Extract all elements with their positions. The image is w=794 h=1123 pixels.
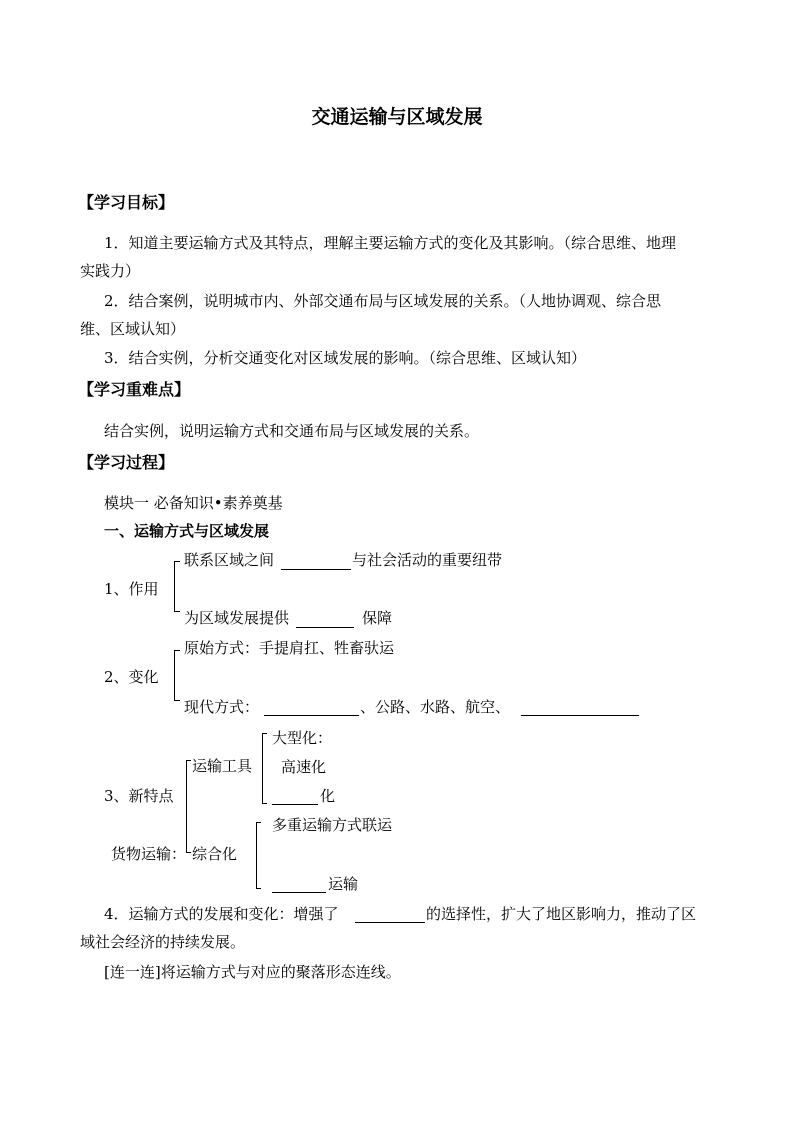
tools-blank-suffix: 化 bbox=[320, 787, 336, 805]
objective-2-line1: 2．结合案例，说明城市内、外部交通布局与区域发展的关系。（人地协调观、综合思 bbox=[104, 292, 662, 310]
page-title: 交通运输与区域发展 bbox=[311, 106, 483, 128]
change-line1: 原始方式：手提肩扛、牲畜驮运 bbox=[184, 639, 395, 657]
change-brace-top bbox=[174, 650, 180, 651]
tools-large: 大型化： bbox=[272, 729, 333, 747]
integrated-multi: 多重运输方式联运 bbox=[272, 816, 393, 834]
role-label: 1、作用 bbox=[104, 580, 159, 598]
objectives-heading: 【学习目标】 bbox=[78, 193, 175, 212]
key-points-text: 结合实例，说明运输方式和交通布局与区域发展的关系。 bbox=[104, 422, 480, 440]
tools-brace-bottom bbox=[262, 803, 267, 804]
role-blank-1 bbox=[281, 569, 351, 570]
change-blank-1 bbox=[264, 715, 359, 716]
integrated-blank-suffix: 运输 bbox=[328, 875, 359, 893]
integrated-blank bbox=[272, 892, 326, 893]
key-points-heading: 【学习重难点】 bbox=[78, 380, 191, 399]
item4-blank bbox=[355, 922, 425, 923]
role-line1-suffix: 与社会活动的重要纽带 bbox=[352, 551, 503, 569]
section-1-heading: 一、运输方式与区域发展 bbox=[104, 522, 270, 540]
change-line2-prefix: 现代方式： bbox=[184, 698, 260, 716]
item4-prefix: 4．运输方式的发展和变化：增强了 bbox=[104, 905, 339, 923]
tools-blank bbox=[272, 804, 318, 805]
role-line2-prefix: 为区域发展提供 bbox=[184, 609, 290, 627]
role-brace-top bbox=[174, 561, 180, 562]
change-line2-mid: 、公路、水路、航空、 bbox=[360, 698, 511, 716]
integrated-brace-top bbox=[256, 822, 261, 823]
integrated-label: 综合化 bbox=[192, 845, 238, 863]
cargo-label: 货物运输： bbox=[111, 845, 187, 863]
item4-line2: 域社会经济的持续发展。 bbox=[80, 933, 246, 951]
objective-1-line2: 实践力） bbox=[80, 262, 141, 280]
objective-2-line2: 维、区域认知） bbox=[80, 320, 186, 338]
objective-3: 3．结合实例，分析交通变化对区域发展的影响。（综合思维、区域认知） bbox=[104, 349, 587, 367]
features-label: 3、新特点 bbox=[104, 787, 174, 805]
module-label: 模块一 必备知识•素养奠基 bbox=[104, 494, 283, 512]
objective-1-line1: 1．知道主要运输方式及其特点，理解主要运输方式的变化及其影响。（综合思维、地理 bbox=[104, 234, 677, 252]
tools-label: 运输工具 bbox=[192, 757, 253, 775]
role-brace bbox=[174, 561, 175, 611]
change-brace-bottom bbox=[174, 700, 180, 701]
features-brace-top bbox=[186, 760, 191, 761]
tools-fast: 高速化 bbox=[281, 758, 327, 776]
connect-instruction: [连一连]将运输方式与对应的聚落形态连线。 bbox=[104, 963, 401, 981]
features-brace-bottom bbox=[186, 852, 191, 853]
process-heading: 【学习过程】 bbox=[78, 453, 175, 472]
integrated-brace-bottom bbox=[256, 888, 261, 889]
features-brace bbox=[186, 760, 187, 852]
item4-suffix: 的选择性，扩大了地区影响力，推动了区 bbox=[426, 905, 697, 923]
tools-brace bbox=[262, 733, 263, 803]
tools-brace-top bbox=[262, 733, 267, 734]
integrated-brace bbox=[256, 822, 257, 888]
change-blank-2 bbox=[521, 715, 639, 716]
change-brace bbox=[174, 650, 175, 700]
role-blank-2 bbox=[296, 627, 354, 628]
role-line2-suffix: 保障 bbox=[362, 609, 393, 627]
role-brace-bottom bbox=[174, 611, 180, 612]
role-line1-prefix: 联系区域之间 bbox=[184, 551, 275, 569]
change-label: 2、变化 bbox=[104, 668, 159, 686]
